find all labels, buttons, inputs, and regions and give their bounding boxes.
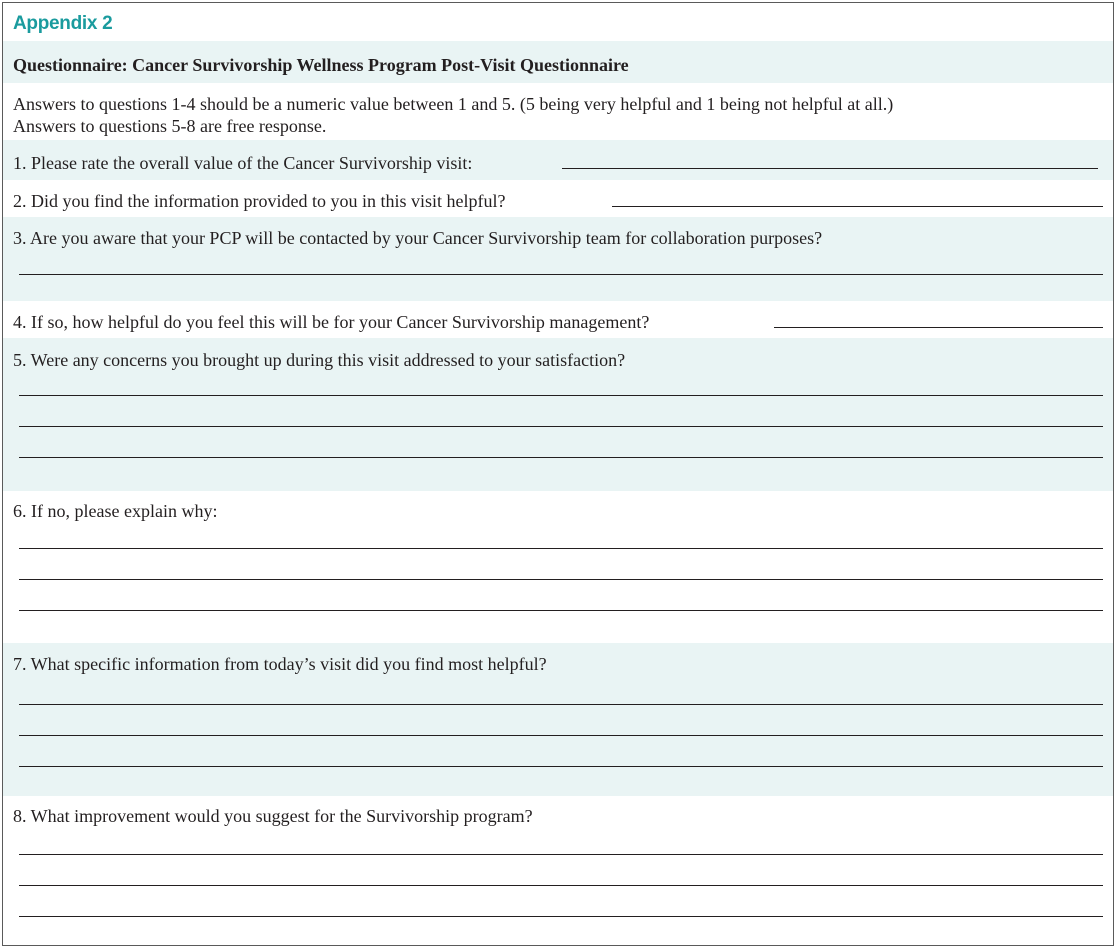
answer-line-q7-1[interactable] [19,704,1103,705]
instructions-line-2: Answers to questions 5-8 are free response. [13,116,327,136]
answer-line-q6-3[interactable] [19,610,1103,611]
answer-line-q7-3[interactable] [19,766,1103,767]
answer-line-q5-3[interactable] [19,457,1103,458]
question-1: 1. Please rate the overall value of the Cancer Survivorship visit: [13,153,473,173]
answer-line-q4[interactable] [774,327,1103,328]
appendix-label: Appendix 2 [13,13,113,34]
question-3: 3. Are you aware that your PCP will be contacted by your Cancer Survivorship team for collaboration purposes? [13,228,823,248]
answer-line-q6-1[interactable] [19,548,1103,549]
question-5: 5. Were any concerns you brought up during this visit addressed to your satisfaction? [13,350,626,370]
question-7: 7. What specific information from today’s visit did you find most helpful? [13,654,547,674]
questionnaire-form [2,2,1114,946]
answer-line-q7-2[interactable] [19,735,1103,736]
question-8: 8. What improvement would you suggest for the Survivorship program? [13,806,533,826]
instructions-line-1: Answers to questions 1-4 should be a numeric value between 1 and 5. (5 being very helpful and 1 being not helpful at all.) [13,94,894,114]
question-6: 6. If no, please explain why: [13,501,218,521]
answer-line-q8-1[interactable] [19,854,1103,855]
answer-line-q8-3[interactable] [19,916,1103,917]
answer-line-q5-1[interactable] [19,395,1103,396]
instructions [13,93,1103,137]
question-2: 2. Did you find the information provided to you in this visit helpful? [13,191,506,211]
answer-line-q3[interactable] [19,274,1103,275]
answer-line-q1[interactable] [562,168,1098,169]
questionnaire-title: Questionnaire: Cancer Survivorship Wellness Program Post-Visit Questionnaire [13,55,629,75]
answer-line-q6-2[interactable] [19,579,1103,580]
answer-line-q5-2[interactable] [19,426,1103,427]
header-band [3,3,1113,41]
answer-line-q2[interactable] [612,206,1103,207]
question-4: 4. If so, how helpful do you feel this will be for your Cancer Survivorship management? [13,312,650,332]
answer-line-q8-2[interactable] [19,885,1103,886]
